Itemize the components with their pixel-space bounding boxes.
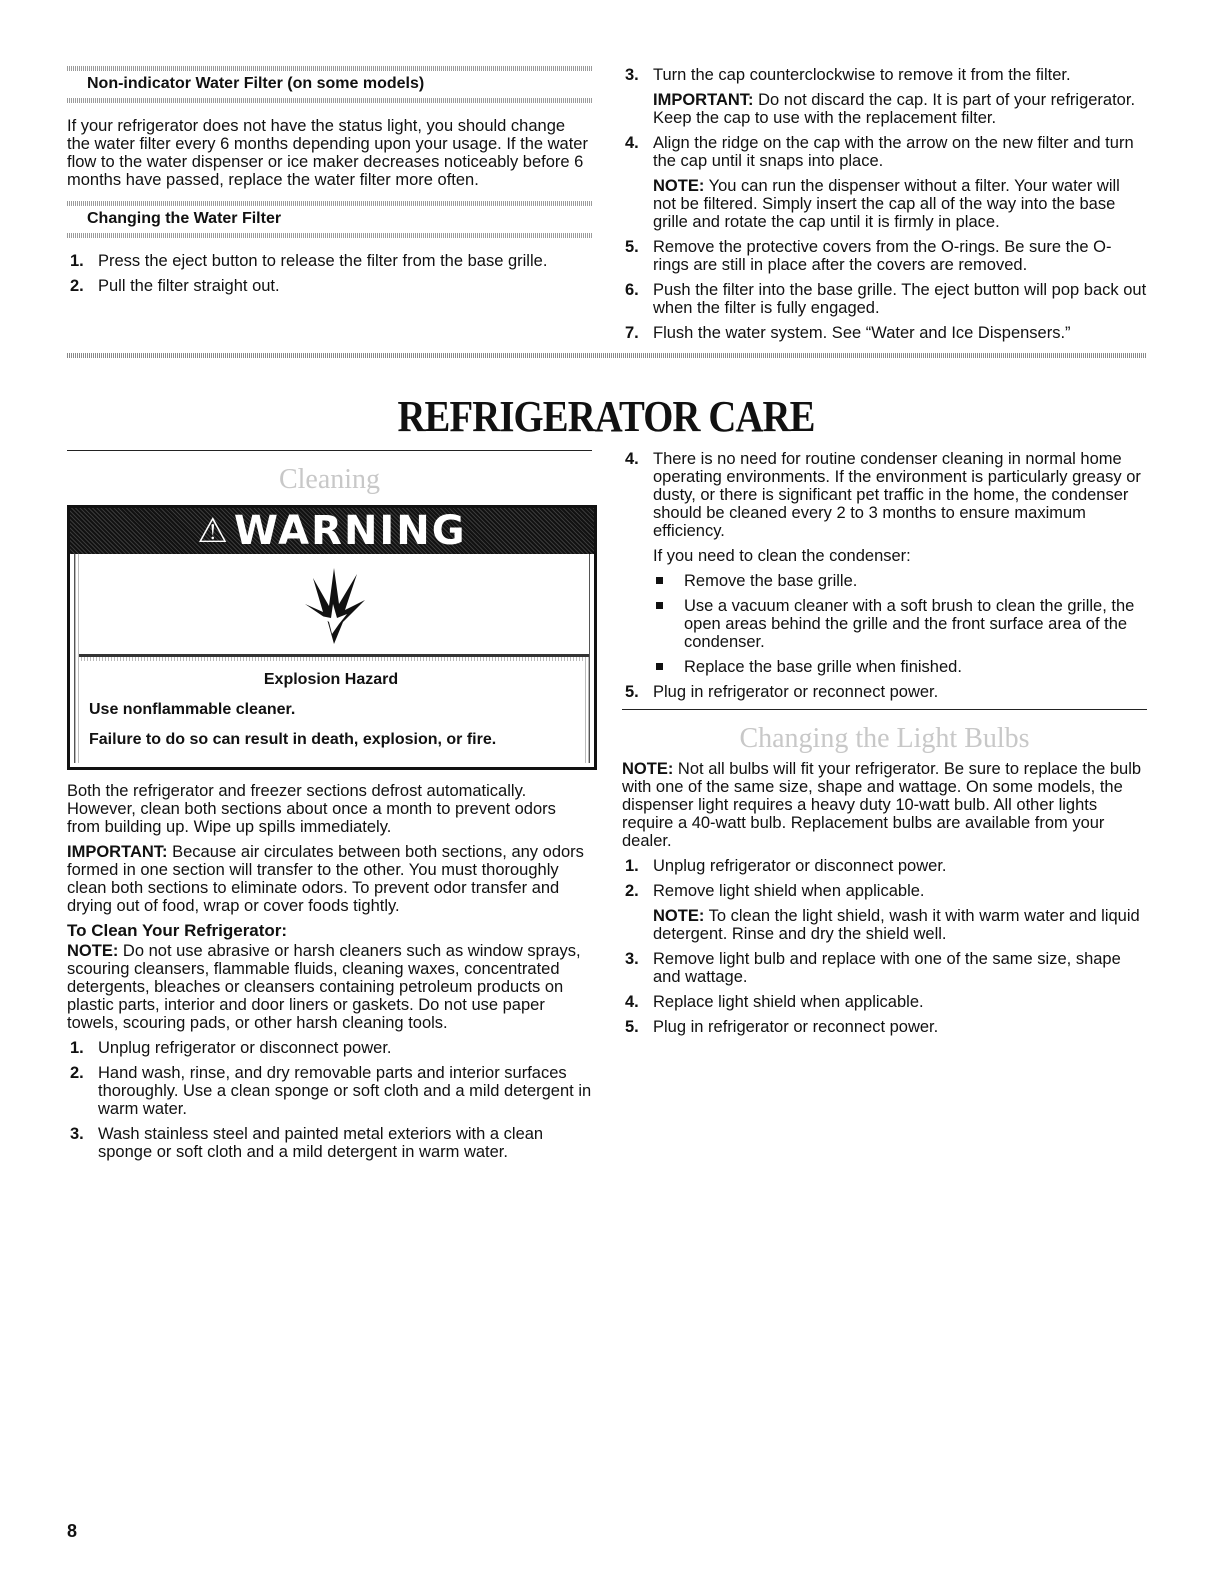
step-text: Plug in refrigerator or reconnect power. (653, 683, 939, 701)
divider (67, 201, 592, 206)
step-number: 3. (625, 66, 639, 84)
step-number: 3. (70, 1125, 84, 1143)
list-item (622, 238, 1147, 274)
step-text: Replace light shield when applicable. (653, 993, 924, 1011)
bulbs-steps (622, 857, 1147, 1036)
warning-header (70, 508, 594, 554)
list-item (67, 1125, 592, 1161)
list-item (67, 1064, 592, 1118)
filter-steps (67, 252, 592, 295)
important-paragraph (67, 843, 592, 915)
list-item: Use a vacuum cleaner with a soft brush to clean the grille, the open areas behind the grille and the front surface area of the condenser. (653, 597, 1147, 651)
condenser-steps (622, 450, 1147, 701)
step-number: 7. (625, 324, 639, 342)
step-text: Push the filter into the base grille. The eject button will pop back out when the filter is fully engaged. (653, 281, 1147, 317)
explosion-icon (79, 554, 589, 657)
step-text: There is no need for routine condenser cleaning in normal home operating environments. If the environment is particularly greasy or dusty, or there is significant pet traffic in the home, the condenser should be cleaned every 2 to 3 months to ensure maximum efficiency. (653, 450, 1141, 540)
list-item (622, 683, 1147, 701)
list-item (622, 66, 1147, 127)
changing-filter-heading: Changing the Water Filter (87, 210, 282, 227)
step-text: Pull the filter straight out. (98, 277, 280, 295)
cleaning-section (67, 450, 592, 1168)
list-item (622, 950, 1147, 986)
condenser-bullets (653, 572, 1147, 676)
step-text: Remove light shield when applicable. (653, 882, 925, 900)
step-note (653, 91, 1147, 127)
cleaning-steps (67, 1039, 592, 1161)
step-text: Remove the protective covers from the O-rings. Be sure the O-rings are still in place after the covers are removed. (653, 238, 1112, 274)
note-text: You can run the dispenser without a filter. Your water will not be filtered. Simply insert the cap all of the way into the base grille and rotate the cap until it is firmly in place. (653, 177, 1120, 231)
step-number: 4. (625, 450, 639, 468)
warning-line: Use nonflammable cleaner. (89, 701, 296, 718)
step-text: Unplug refrigerator or disconnect power. (653, 857, 947, 875)
step-note (653, 907, 1147, 943)
step-number: 6. (625, 281, 639, 299)
cleaning-subheading: To Clean Your Refrigerator: (67, 921, 288, 940)
note-text: Not all bulbs will fit your refrigerator. Be sure to replace the bulb with one of the same size, shape and wattage. On some models, the dispenser light requires a heavy duty 10-watt bulb. All other lights require a 40-watt bulb. Replacement bulbs are available from your dealer. (622, 760, 1142, 850)
step-number: 2. (625, 882, 639, 900)
non-indicator-heading: Non-indicator Water Filter (on some models) (87, 75, 425, 92)
important-label: IMPORTANT: (67, 843, 168, 861)
cleaning-continued-section (622, 450, 1147, 1043)
step-number: 5. (625, 238, 639, 256)
step-number: 1. (70, 252, 84, 270)
list-item (622, 450, 1147, 676)
note-label: NOTE: (622, 760, 674, 778)
condenser-intro: If you need to clean the condenser: (653, 547, 911, 565)
note-label: NOTE: (653, 907, 705, 925)
water-filter-section (67, 66, 592, 302)
list-item (622, 857, 1147, 875)
list-item (622, 281, 1147, 317)
note-label: IMPORTANT: (653, 91, 754, 109)
step-number: 4. (625, 134, 639, 152)
step-text: Plug in refrigerator or reconnect power. (653, 1018, 939, 1036)
list-item: Replace the base grille when finished. (653, 658, 1147, 676)
filter-steps-continued (622, 66, 1147, 349)
filter-steps-list (622, 66, 1147, 342)
cleaning-note (67, 942, 592, 1032)
divider (67, 233, 592, 238)
warning-heading: WARNING (233, 508, 467, 554)
step-number: 1. (70, 1039, 84, 1057)
rule (67, 450, 592, 451)
step-number: 2. (70, 1064, 84, 1082)
cleaning-title: Cleaning (278, 464, 381, 495)
list-item: Remove the base grille. (653, 572, 1147, 590)
step-text: Wash stainless steel and painted metal exteriors with a clean sponge or soft cloth and a mild detergent in warm water. (98, 1125, 544, 1161)
cleaning-paragraph: Both the refrigerator and freezer sections defrost automatically. However, clean both sections about once a month to prevent odors from building up. Wipe up spills immediately. (67, 782, 556, 836)
step-text: Unplug refrigerator or disconnect power. (98, 1039, 392, 1057)
hazard-title: Explosion Hazard (263, 671, 399, 688)
note-label: NOTE: (653, 177, 705, 195)
warning-text (79, 661, 585, 763)
step-text: Press the eject button to release the filter from the base grille. (98, 252, 548, 270)
list-item (622, 882, 1147, 943)
list-item (67, 252, 592, 270)
warning-box (67, 505, 597, 770)
step-number: 1. (625, 857, 639, 875)
bulbs-title: Changing the Light Bulbs (739, 723, 1030, 754)
rule (622, 709, 1147, 710)
divider (67, 66, 592, 71)
step-number: 5. (625, 683, 639, 701)
step-text: Hand wash, rinse, and dry removable parts and interior surfaces thoroughly. Use a clean sponge or soft cloth and a mild detergent in warm water. (98, 1064, 592, 1118)
step-text: Remove light bulb and replace with one of the same size, shape and wattage. (653, 950, 1121, 986)
list-item (622, 993, 1147, 1011)
warning-line: Failure to do so can result in death, explosion, or fire. (89, 731, 497, 748)
note-text: Do not use abrasive or harsh cleaners such as window sprays, scouring cleansers, flammable fluids, cleaning waxes, concentrated detergents, bleaches or cleansers containing petroleum products on plastic parts, interior and door liners or gaskets. Do not use paper towels, scouring pads, or other harsh cleaning tools. (67, 942, 581, 1032)
step-text: Align the ridge on the cap with the arrow on the new filter and turn the cap until it snaps into place. (653, 134, 1134, 170)
warning-triangle-icon: ⚠ (197, 511, 230, 551)
non-indicator-text: If your refrigerator does not have the status light, you should change the water filter every 6 months depending upon your usage. If the water flow to the water dispenser or ice maker decreases noticeably before 6 months have passed, replace the water filter more often. (67, 117, 588, 189)
warning-body (74, 554, 590, 763)
step-number: 4. (625, 993, 639, 1011)
list-item (622, 134, 1147, 231)
list-item (67, 277, 592, 295)
bulbs-note (622, 760, 1147, 850)
page-title: REFRIGERATOR CARE (397, 392, 815, 441)
step-note (653, 177, 1147, 231)
important-text: Because air circulates between both sections, any odors formed in one section will transfer to the other. You must thoroughly clean both sections to eliminate odors. To prevent odor transfer and drying out of food, wrap or cover foods tightly. (67, 843, 584, 915)
note-text: To clean the light shield, wash it with warm water and liquid detergent. Rinse and dry the shield well. (653, 907, 1140, 943)
divider (67, 98, 592, 103)
step-text: Turn the cap counterclockwise to remove it from the filter. (653, 66, 1071, 84)
note-text: Do not discard the cap. It is part of your refrigerator. Keep the cap to use with the replacement filter. (653, 91, 1136, 127)
note-label: NOTE: (67, 942, 119, 960)
step-number: 2. (70, 277, 84, 295)
step-text: Flush the water system. See “Water and Ice Dispensers.” (653, 324, 1071, 342)
step-number: 3. (625, 950, 639, 968)
page-number: 8 (67, 1521, 78, 1541)
list-item (622, 1018, 1147, 1036)
section-divider (67, 353, 1147, 358)
step-number: 5. (625, 1018, 639, 1036)
list-item (622, 324, 1147, 342)
list-item (67, 1039, 592, 1057)
